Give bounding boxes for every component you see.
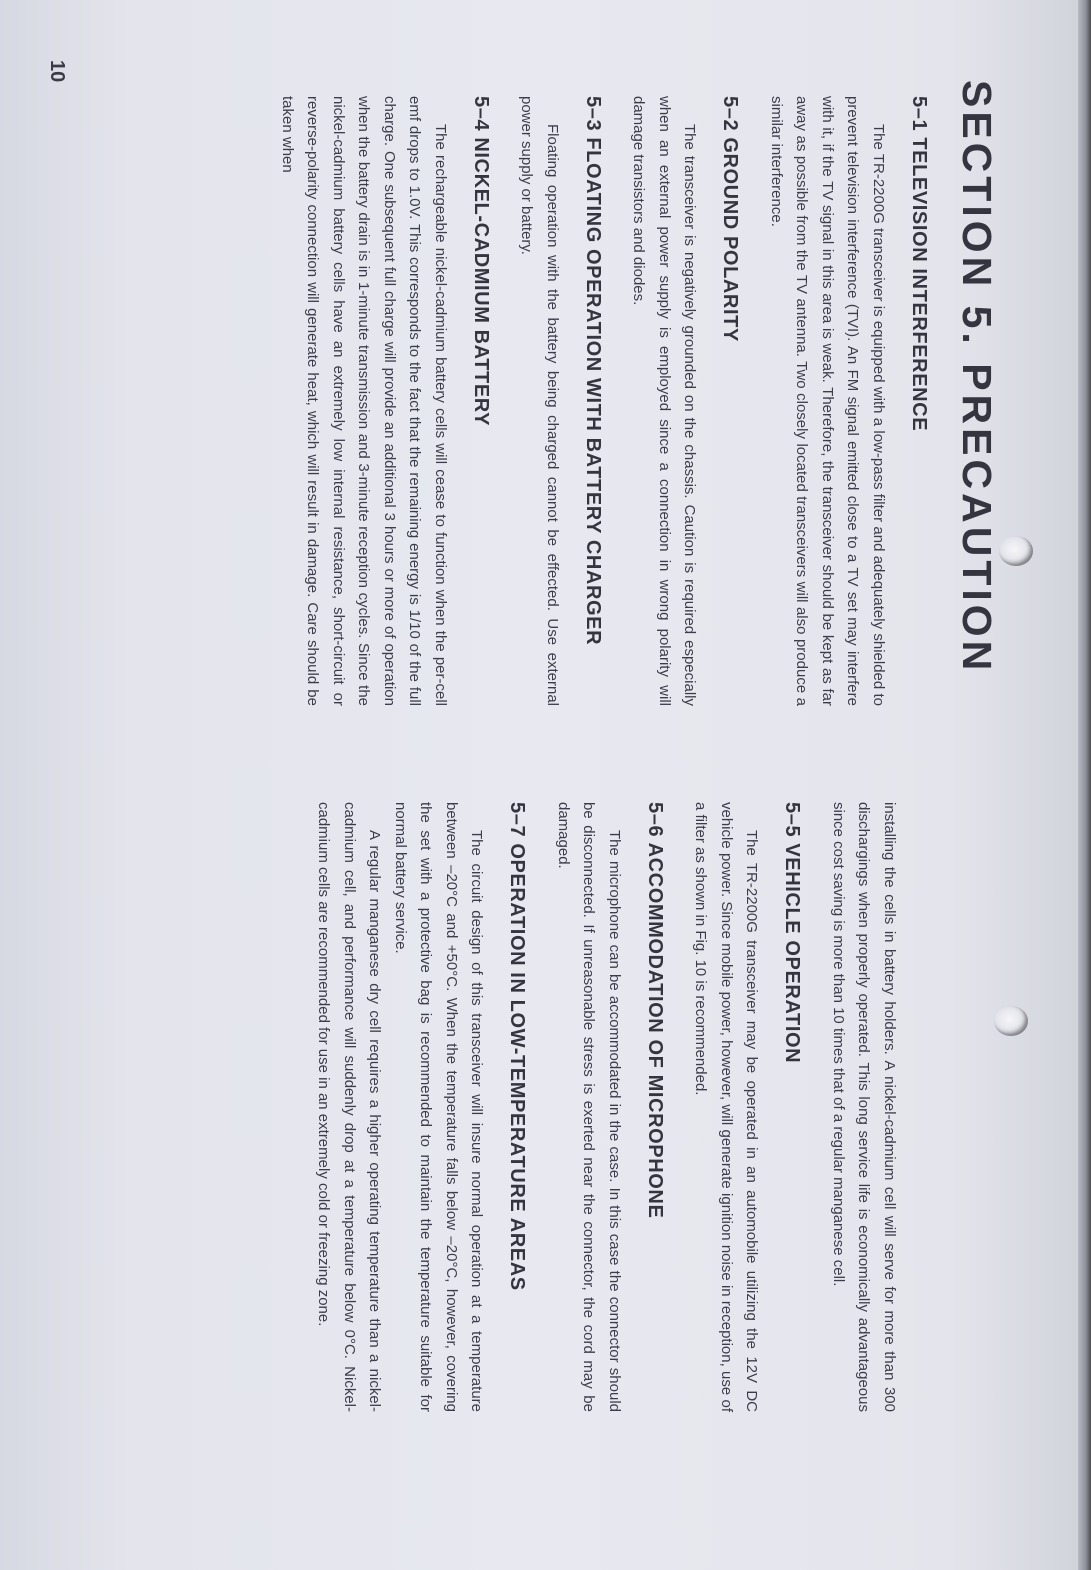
section-body: The TR-2200G transceiver may be operated in an automobile utilizing the 12V DC vehicle power. Since mobile power, however, will generate ignition noise in reception, use of a filter as shown in Fig. 10 is recommended. bbox=[692, 802, 761, 1412]
section-body: The TR-2200G transceiver is equipped with a low-pass filter and adequately shielded to prevent television interference (TVI). An FM signal emitted close to a TV set may interfere with it, if the TV signal in this area is weak. Therefore, the transceiver should be kept as far away as possible from the TV antenna. Two closely located transceivers will also produce a similar interference. bbox=[768, 96, 887, 706]
section-heading: 5–6 ACCOMMODATION OF MICROPHONE bbox=[644, 802, 666, 1219]
section-body: The transceiver is negatively grounded on the chassis. Caution is required especially when an external power supply is employed since a connection in wrong polarity will damage transistors and diodes. bbox=[630, 96, 699, 706]
section-5-2 bbox=[626, 96, 742, 706]
section-heading: 5–2 GROUND POLARITY bbox=[719, 96, 742, 342]
section-5-1 bbox=[764, 96, 931, 706]
section-body: A regular manganese dry cell requires a higher operating temperature than a nickel-cadmium cell, and performance will suddenly drop at a temperature below 0°C. Nickel-cadmium cells are recommended for use in an extremely cold or freezing zone. bbox=[315, 802, 384, 1412]
section-body-continued: installing the cells in battery holders. A nickel-cadmium cell will serve for more than 300 dischargings when properly operated. This long service life is economically advantageous since cost saving is more than 10 times that of a regular manganese cell. bbox=[830, 802, 898, 1412]
section-5-5 bbox=[688, 802, 804, 1412]
left-column bbox=[253, 96, 931, 706]
section-heading: 5–7 OPERATION IN LOW-TEMPERATURE AREAS bbox=[506, 802, 529, 1291]
section-5-6 bbox=[551, 802, 667, 1412]
section-body: Floating operation with the battery being charged cannot be effected. Use external power supply or battery. bbox=[518, 96, 561, 706]
section-heading: 5–1 TELEVISION INTERFERENCE bbox=[908, 96, 930, 432]
section-5-3 bbox=[514, 96, 604, 706]
section-body: The rechargeable nickel-cadmium battery cells will cease to function when the per-cell emf drops to 1.0V. This corresponds to the fact that the remaining energy is 1/10 of the full charge. One subsequent full charge will provide an additional 3 hours or more of operation when the battery drain is in 1-minute transmission and 3-minute reception cycles. Since the nickel-cadmium battery cells have an extremely low internal resistance, short-circuit or reverse-polarity connection will generate heat, which will result in damage. Care should be taken when bbox=[279, 96, 449, 706]
section-5-4 bbox=[275, 96, 493, 706]
section-title: SECTION 5. PRECAUTION bbox=[954, 80, 1000, 675]
section-body: The microphone can be accommodated in the case. In this case the connector should be disconnected. If unreasonable stress is exerted near the connector, the cord may be damaged. bbox=[555, 802, 623, 1412]
page-number: 10 bbox=[46, 60, 68, 83]
right-column bbox=[289, 802, 902, 1412]
section-heading: 5–5 VEHICLE OPERATION bbox=[781, 802, 804, 1064]
section-heading: 5–4 NICKEL-CADMIUM BATTERY bbox=[470, 96, 492, 427]
section-5-7 bbox=[311, 802, 529, 1412]
section-body: The circuit design of this transceiver will insure normal operation at a temperature between –20°C and +50°C. When the temperature falls below –20°C, however, covering the set with a protective bag is recommended to maintain the temperature suitable for normal battery service. bbox=[392, 802, 486, 1412]
page-edge-shadow bbox=[1078, 0, 1091, 1570]
section-heading: 5–3 FLOATING OPERATION WITH BATTERY CHARGER bbox=[582, 96, 604, 646]
section-5-4-continued bbox=[826, 802, 903, 1412]
